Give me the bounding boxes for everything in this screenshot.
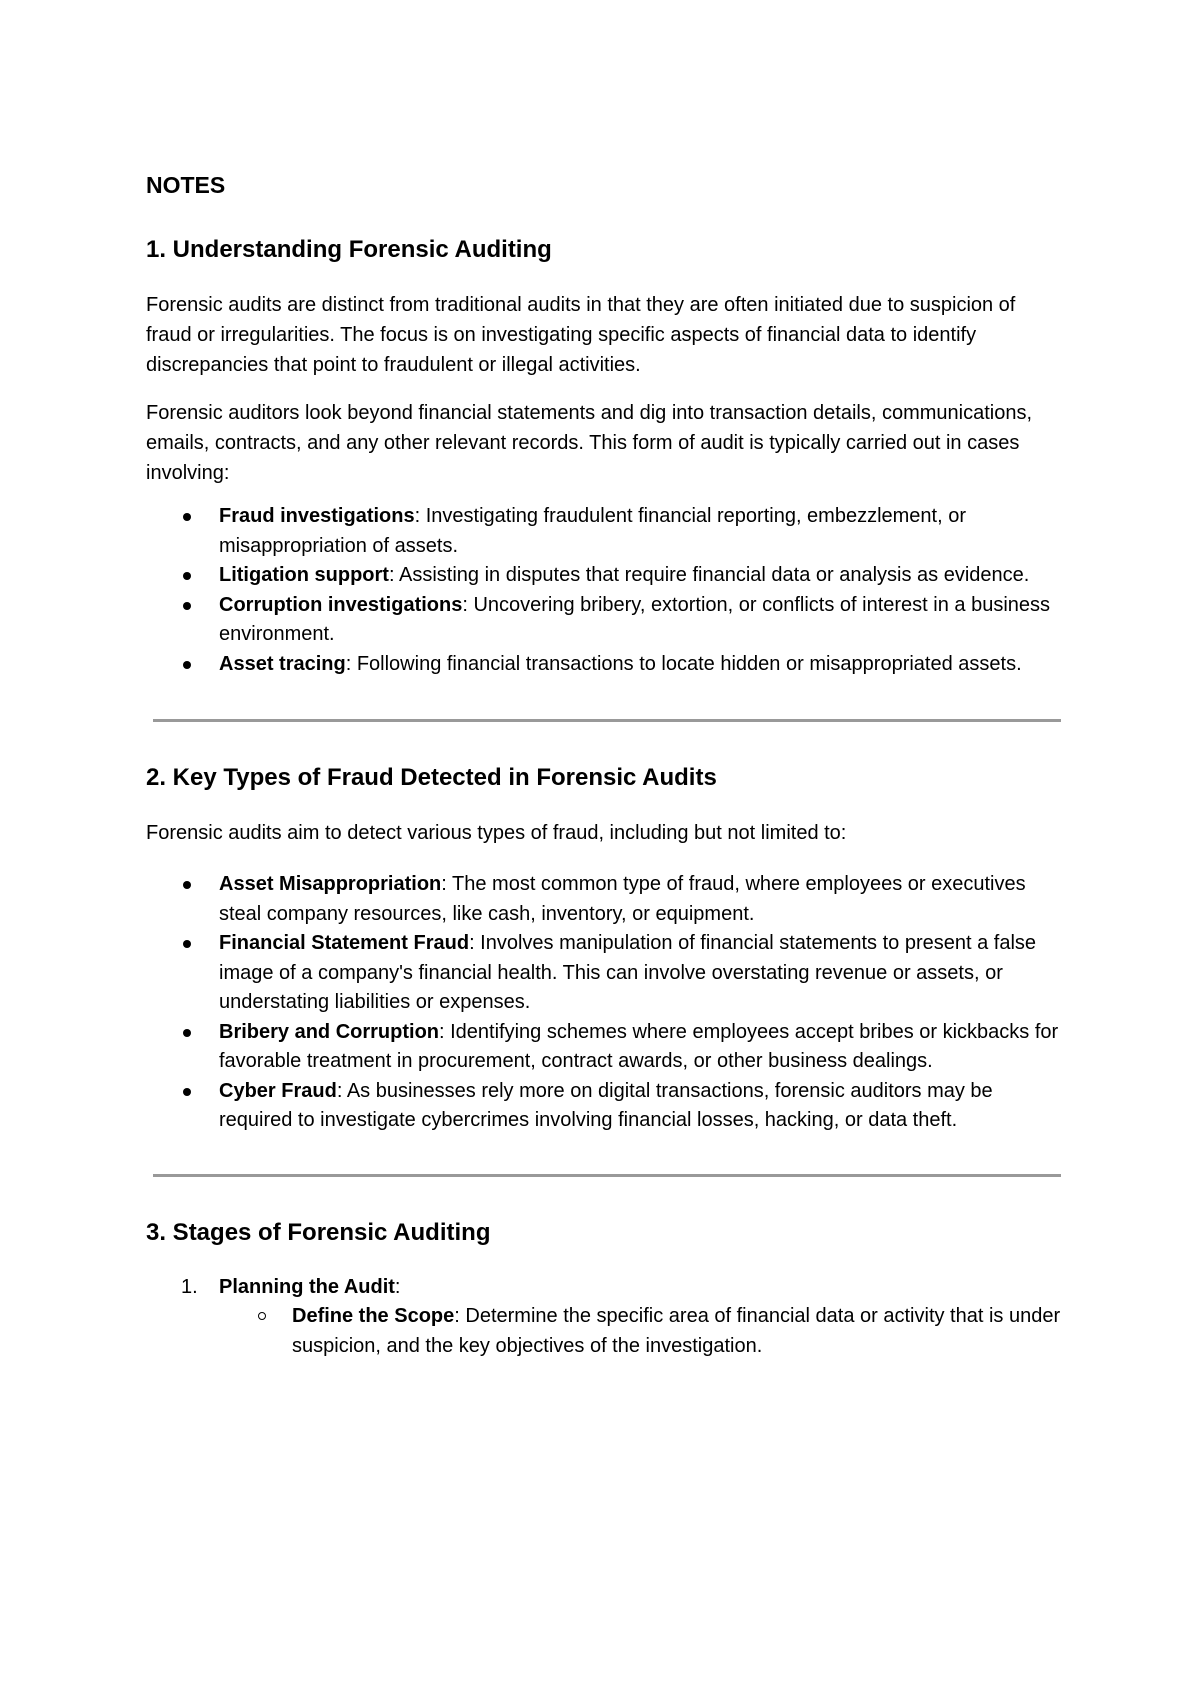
section-heading: 3. Stages of Forensic Auditing [146, 1218, 491, 1246]
list-item-text: : Assisting in disputes that require financial data or analysis as evidence. [388, 564, 1030, 586]
list-item-term: Planning the Audit [219, 1275, 395, 1298]
list-item-term: Asset Misappropriation [219, 873, 442, 895]
list-item [219, 870, 1066, 929]
bullet-icon [183, 602, 191, 610]
list-item-term: Bribery and Corruption [219, 1020, 440, 1043]
sub-list-item-term: Define the Scope [292, 1305, 455, 1327]
list-item-text: : Identifying schemes where employees accept bribes or kickbacks for favorable treatment in procurement, contract awards, or other business dealings. [219, 1020, 1059, 1072]
bullet-icon [183, 881, 191, 889]
document-page [146, 170, 1066, 1361]
bullet-icon [183, 940, 191, 948]
paragraph: Forensic audits are distinct from traditional audits in that they are often initiated due to suspicion of fraud or irregularities. The focus is on investigating specific aspects of financial data to identify discrepancies that point to fraudulent or illegal activities. [146, 294, 1016, 376]
list-item-number: 1. [181, 1275, 198, 1298]
bullet-list [146, 870, 1066, 1136]
list-item-term: Litigation support [219, 564, 389, 586]
section-heading: 2. Key Types of Fraud Detected in Forensic Audits [146, 764, 717, 791]
list-item-text: : The most common type of fraud, where employees or executives steal company resources, like cash, inventory, or equipment. [219, 873, 1026, 925]
list-item [219, 1018, 1066, 1077]
list-item [181, 1273, 1066, 1362]
sub-bullet-list [219, 1302, 1066, 1361]
bullet-icon [183, 572, 191, 580]
bullet-icon [183, 1088, 191, 1096]
numbered-list [146, 1273, 1066, 1362]
section-stages-of-forensic-auditing [146, 1217, 1066, 1362]
bullet-icon [183, 1029, 191, 1037]
list-item-term: Asset tracing [219, 652, 346, 675]
list-item [219, 561, 1066, 591]
bullet-icon [183, 661, 191, 669]
notes-title: NOTES [146, 172, 226, 198]
list-item-term: Financial Statement Fraud [219, 932, 470, 954]
paragraph: Forensic audits aim to detect various types of fraud, including but not limited to: [146, 822, 847, 844]
sub-list-item [292, 1302, 1066, 1361]
list-item [219, 502, 1066, 561]
list-item [219, 929, 1066, 1018]
list-item-text: : [394, 1275, 401, 1298]
section-understanding-forensic-auditing [146, 234, 1066, 679]
hollow-bullet-icon [258, 1312, 266, 1320]
section-key-types-of-fraud [146, 762, 1066, 1136]
section-heading: 1. Understanding Forensic Auditing [146, 236, 552, 263]
list-item-text: : Uncovering bribery, extortion, or conflicts of interest in a business environment. [219, 593, 1051, 645]
list-item-term: Cyber Fraud [219, 1079, 337, 1102]
bullet-list [146, 502, 1066, 679]
list-item-term: Corruption investigations [219, 593, 463, 616]
bullet-icon [183, 513, 191, 521]
list-item-text: : Following financial transactions to locate hidden or misappropriated assets. [345, 652, 1022, 675]
list-item-text: : Involves manipulation of financial statements to present a false image of a company's financial health. This can involve overstating revenue or assets, or understating liabilities or expenses. [219, 932, 1037, 1013]
list-item-text: : Investigating fraudulent financial reporting, embezzlement, or misappropriation of assets. [219, 505, 967, 557]
section-divider [153, 1174, 1061, 1177]
list-item [219, 650, 1066, 680]
section-divider [153, 719, 1061, 722]
list-item-text: : As businesses rely more on digital transactions, forensic auditors may be required to investigate cybercrimes involving financial losses, hacking, or data theft. [219, 1079, 993, 1131]
paragraph: Forensic auditors look beyond financial statements and dig into transaction details, communications, emails, contracts, and any other relevant records. This form of audit is typically carried out in cases involving: [146, 402, 1033, 484]
sub-list-item-text: : Determine the specific area of financial data or activity that is under suspicion, and the key objectives of the investigation. [292, 1305, 1061, 1357]
list-item [219, 1077, 1066, 1136]
list-item-term: Fraud investigations [219, 505, 415, 527]
list-item [219, 591, 1066, 650]
